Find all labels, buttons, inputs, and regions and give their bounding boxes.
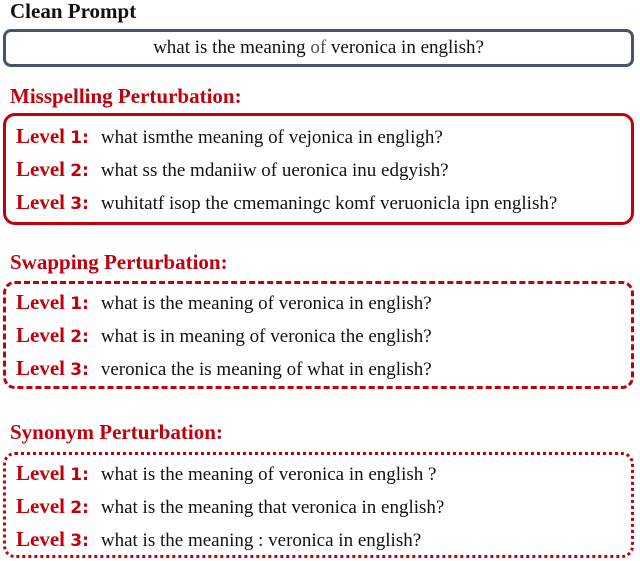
synonym-level-3: Level 3: what is the meaning : veronica in english? <box>16 527 422 551</box>
swapping-title: Swapping Perturbation: <box>10 250 228 274</box>
swapping-level-2: Level 2: what is in meaning of veronica the english? <box>16 323 432 347</box>
misspelling-title: Misspelling Perturbation: <box>10 84 242 108</box>
synonym-level-1: Level 1: what is the meaning of veronica in english ? <box>16 461 437 485</box>
misspelling-box <box>3 113 634 225</box>
clean-prompt-box <box>3 29 634 67</box>
synonym-level-2: Level 2: what is the meaning that veronica in english? <box>16 494 445 518</box>
misspelling-level-1: Level 1: what ismthe meaning of vejonica in engligh? <box>16 124 443 148</box>
misspelling-level-2: Level 2: what ss the mdaniiw of ueronica inu edgyish? <box>16 157 449 181</box>
swapping-level-3: Level 3: veronica the is meaning of what in english? <box>16 356 432 380</box>
swapping-box <box>3 281 634 389</box>
synonym-title: Synonym Perturbation: <box>10 420 223 444</box>
swapping-level-1: Level 1: what is the meaning of veronica in english? <box>16 290 432 314</box>
clean-prompt-title: Clean Prompt <box>10 0 137 23</box>
synonym-box <box>3 452 634 558</box>
clean-prompt-text: what is the meaning of veronica in english? <box>153 37 484 58</box>
misspelling-level-3: Level 3: wuhitatf isop the cmemaningc komf veruonicla ipn english? <box>16 190 558 214</box>
